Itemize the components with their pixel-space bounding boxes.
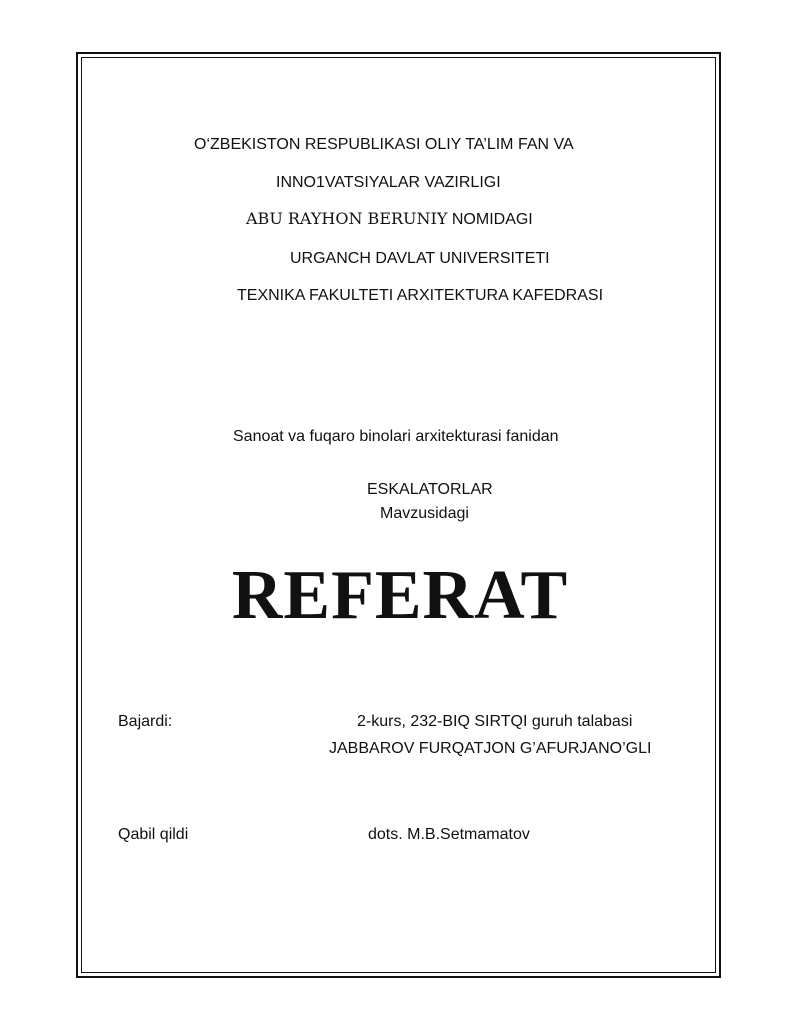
author-group: 2-kurs, 232-BIQ SIRTQI guruh talabasi <box>357 713 633 730</box>
university-name-line <box>246 209 533 230</box>
reviewer-label: Qabil qildi <box>118 826 189 843</box>
author-label: Bajardi: <box>118 713 173 730</box>
reviewer-name: dots. M.B.Setmamatov <box>368 826 530 843</box>
university-name-serif: ABU RAYHON BERUNIY <box>246 209 448 228</box>
university-name-suffix: NOMIDAGI <box>451 211 533 228</box>
author-name: JABBAROV FURQATJON G’AFURJANO’GLI <box>329 740 652 757</box>
document-title: REFERAT <box>231 557 569 634</box>
ministry-line-1: O‘ZBEKISTON RESPUBLIKASI OLIY TA’LIM FAN VA <box>194 136 574 153</box>
university-line: URGANCH DAVLAT UNIVERSITETI <box>290 250 550 267</box>
ministry-line-2: INNO1VATSIYALAR VAZIRLIGI <box>276 174 501 191</box>
faculty-line: TEXNIKA FAKULTETI ARXITEKTURA KAFEDRASI <box>237 287 604 304</box>
topic-title: ESKALATORLAR <box>367 481 493 498</box>
topic-suffix: Mavzusidagi <box>380 505 469 522</box>
course-name: Sanoat va fuqaro binolari arxitekturasi fanidan <box>233 428 559 445</box>
